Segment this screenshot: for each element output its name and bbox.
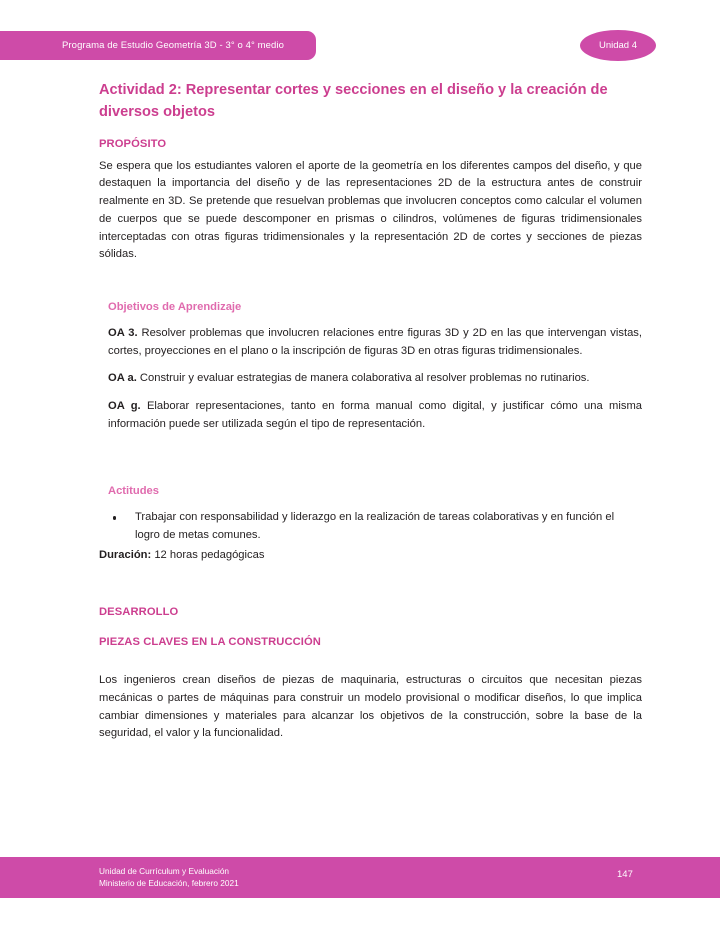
spacer xyxy=(99,443,642,485)
proposito-paragraph: Se espera que los estudiantes valoren el aporte de la geometría en los diferentes campos del diseño, y que destaquen la importancia del diseño y de las representaciones 2D de la estructura antes de construir realmente en 3D. Se pretende que resuelvan problemas que involucren conceptos como calcular el volumen de cuerpos que se puede descomponer en prismas o cilindros, volúmenes de figuras tridimensionales interceptadas con otras figuras tridimensionales y la representación 2D de cortes y secciones de piezas sólidas. xyxy=(99,159,642,261)
objetivos-list xyxy=(108,325,642,433)
footer-credits xyxy=(99,866,239,890)
header-banner xyxy=(0,31,316,60)
document-content xyxy=(99,80,642,754)
section-heading-objetivos: Objetivos de Aprendizaje xyxy=(108,300,242,313)
objetivo-item xyxy=(108,398,642,433)
spacer xyxy=(99,275,642,301)
header-banner-label: Programa de Estudio Geometría 3D - 3° o 4° medio xyxy=(61,40,285,51)
desarrollo-paragraph: Los ingenieros crean diseños de piezas de maquinaria, estructuras o circuitos que necesitan piezas mecánicas o partes de máquinas para construir un modelo provisional o modificar diseños, lo que implica cambiar dimensiones y materiales para alcanzar los objetivos de la construcción, sobre la base de la seguridad, el valor y la funcionalidad. xyxy=(99,674,642,740)
unit-badge xyxy=(580,30,656,61)
objetivo-item xyxy=(108,370,642,388)
objetivo-item xyxy=(108,325,642,360)
subsection-heading-piezas-claves: PIEZAS CLAVES EN LA CONSTRUCCIÓN xyxy=(99,636,321,649)
duration-line xyxy=(99,547,642,565)
footer-line-1: Unidad de Currículum y Evaluación xyxy=(99,866,230,876)
actitudes-list xyxy=(99,509,642,544)
objetivo-label: OA 3. xyxy=(108,326,138,339)
duration-value: 12 horas pedagógicas xyxy=(151,548,265,561)
objetivo-text: Construir y evaluar estrategias de manera colaborativa al resolver problemas no rutinarios. xyxy=(136,372,590,385)
section-heading-desarrollo: DESARROLLO xyxy=(99,606,179,619)
list-item xyxy=(99,509,642,544)
objetivo-text: Resolver problemas que involucren relaciones entre figuras 3D y 2D en las que intervengan vistas, cortes, proyecciones en el plano o la inscripción de figuras 3D en otras figuras tridimensionales. xyxy=(108,326,643,357)
bullet-icon xyxy=(113,516,116,519)
footer-bar xyxy=(0,857,720,898)
spacer xyxy=(99,656,642,672)
objetivo-label: OA a. xyxy=(108,372,137,385)
objetivo-label: OA g. xyxy=(108,399,141,412)
section-heading-proposito: PROPÓSITO xyxy=(99,137,167,150)
section-heading-actitudes: Actitudes xyxy=(108,485,159,498)
spacer xyxy=(99,564,642,606)
footer-line-2: Ministerio de Educación, febrero 2021 xyxy=(99,877,239,888)
duration-label: Duración: xyxy=(99,548,152,561)
objetivo-text: Elaborar representaciones, tanto en forma manual como digital, y justificar cómo una misma información puede ser utilizada según el tipo de representación. xyxy=(108,399,642,430)
unit-badge-label: Unidad 4 xyxy=(598,40,638,51)
actitud-text: Trabajar con responsabilidad y liderazgo en la realización de tareas colaborativas y en función el logro de metas comunes. xyxy=(135,511,615,542)
spacer xyxy=(99,626,642,636)
page-number: 147 xyxy=(617,869,633,880)
page-title: Actividad 2: Representar cortes y secciones en el diseño y la creación de diversos objetos xyxy=(99,82,608,120)
